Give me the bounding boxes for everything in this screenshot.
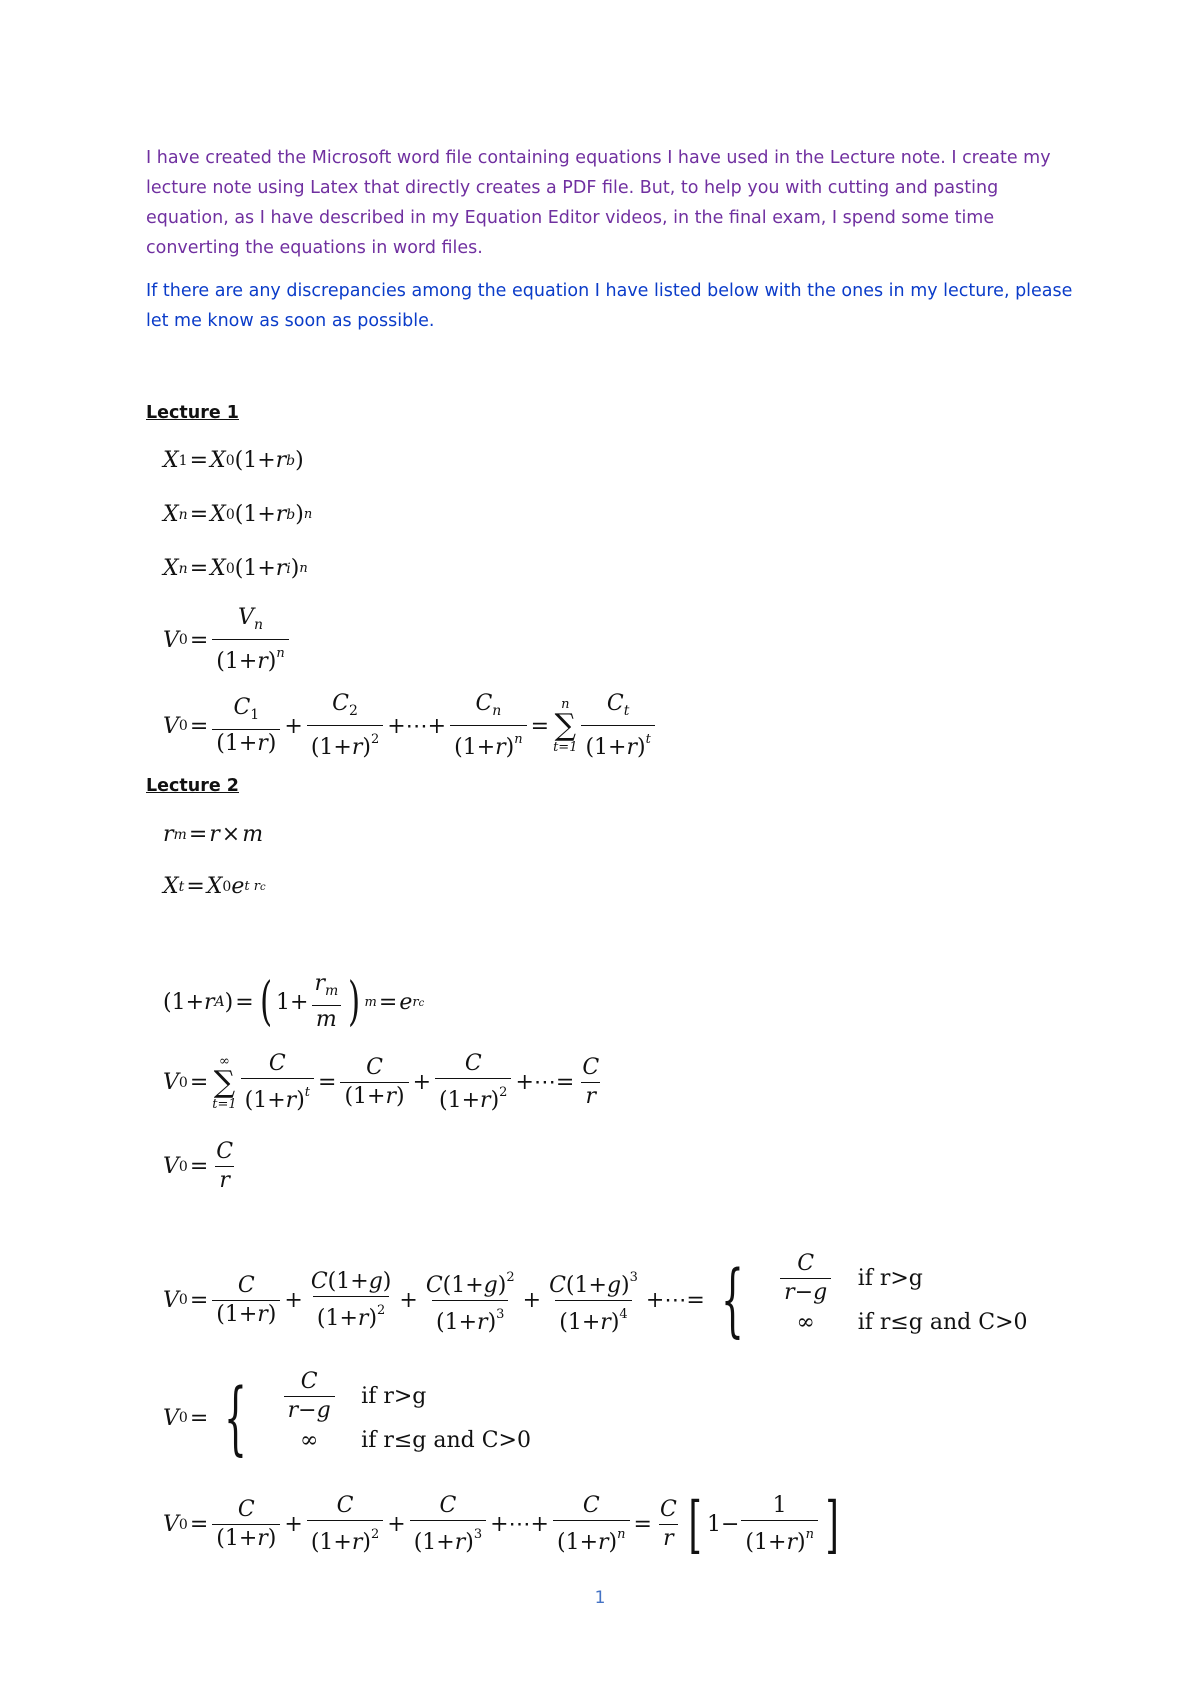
infinity-symbol: ∞	[796, 1309, 815, 1335]
equation-12: V 0 = { $\frac{C}{r-g}$ if r>g ∞ if r≤g and C>0	[163, 1368, 531, 1464]
equation-8: (1+ r A ) = ( 1+ $\frac{r_m}{m}$ ) m = e rc	[163, 971, 425, 1032]
equation-13: V 0 = $\frac{C}{(1+r)}$ + $\frac{C}{(1+r)^2}$ + $\frac{C}{(1+r)^3}$ +⋯+ $\frac{C}{(1+r)^n}$ = $\frac{C}{r}$ [ 1− $\frac{1}{(1+r)^n}$ ]	[163, 1487, 839, 1561]
equation-5: V 0 = $\frac{C_1}{(1+r)}$ + $\frac{C_2}{(1+r)^2}$ +⋯+ $\frac{C_n}{(1+r)^n}$ = n ∑ t=1 $\frac{C_t}{(1+r)^t}$	[163, 692, 657, 760]
intro-paragraph-2: If there are any discrepancies among the equation I have listed below with the ones in my lecture, please let me know as soon as possible.	[146, 281, 1073, 331]
equation-6: r m = r × m	[163, 822, 264, 847]
equation-11: V 0 = $\frac{C}{(1+r)}$ + $\frac{C(1+g)}{(1+r)^2}$ + $\frac{C(1+g)^2}{(1+r)^3}$ + $\frac{C(1+g)^3}{(1+r)^4}$ +⋯= { $\frac{C}{r-g}$ if r>g ∞ if r≤g and C>0	[163, 1250, 1028, 1346]
equation-7: X t = X 0 e t rc	[163, 874, 266, 899]
equation-2: X n = X 0 (1+ r b ) n	[163, 502, 313, 527]
equation-4: V 0 = $\frac{V_n}{(1+r)^n}$	[163, 606, 291, 674]
equation-9: V 0 = ∞ ∑ t=1 $\frac{C}{(1+r)^t}$ = $\frac{C}{(1+r)}$ + $\frac{C}{(1+r)^2}$ +⋯= $\frac{C}{r}$	[163, 1051, 600, 1113]
infinity-symbol-b: ∞	[299, 1427, 319, 1453]
intro-paragraph-1: I have created the Microsoft word file containing equations I have used in the Lecture note. I create my lecture note using Latex that directly creates a PDF file. But, to help you with cutting and pasting equation, as I have described in my Equation Editor videos, in the final exam, I spend some time converting the equations in word files.	[146, 148, 1051, 258]
page-number: 1	[594, 1588, 606, 1608]
case-condition-1: if r>g	[857, 1265, 923, 1291]
lecture-2-heading: Lecture 2	[146, 776, 239, 796]
equation-10: V 0 = $\frac{C}{r}$	[163, 1139, 234, 1193]
equation-3: X n = X 0 (1+ r i ) n	[163, 556, 308, 581]
lecture-1-heading: Lecture 1	[146, 403, 239, 423]
equation-1: X 1 = X 0 (1+ r b )	[163, 448, 304, 473]
case-condition-2b: if r≤g and C>0	[361, 1427, 531, 1453]
case-condition-2: if r≤g and C>0	[857, 1309, 1028, 1335]
case-condition-1b: if r>g	[361, 1383, 427, 1409]
